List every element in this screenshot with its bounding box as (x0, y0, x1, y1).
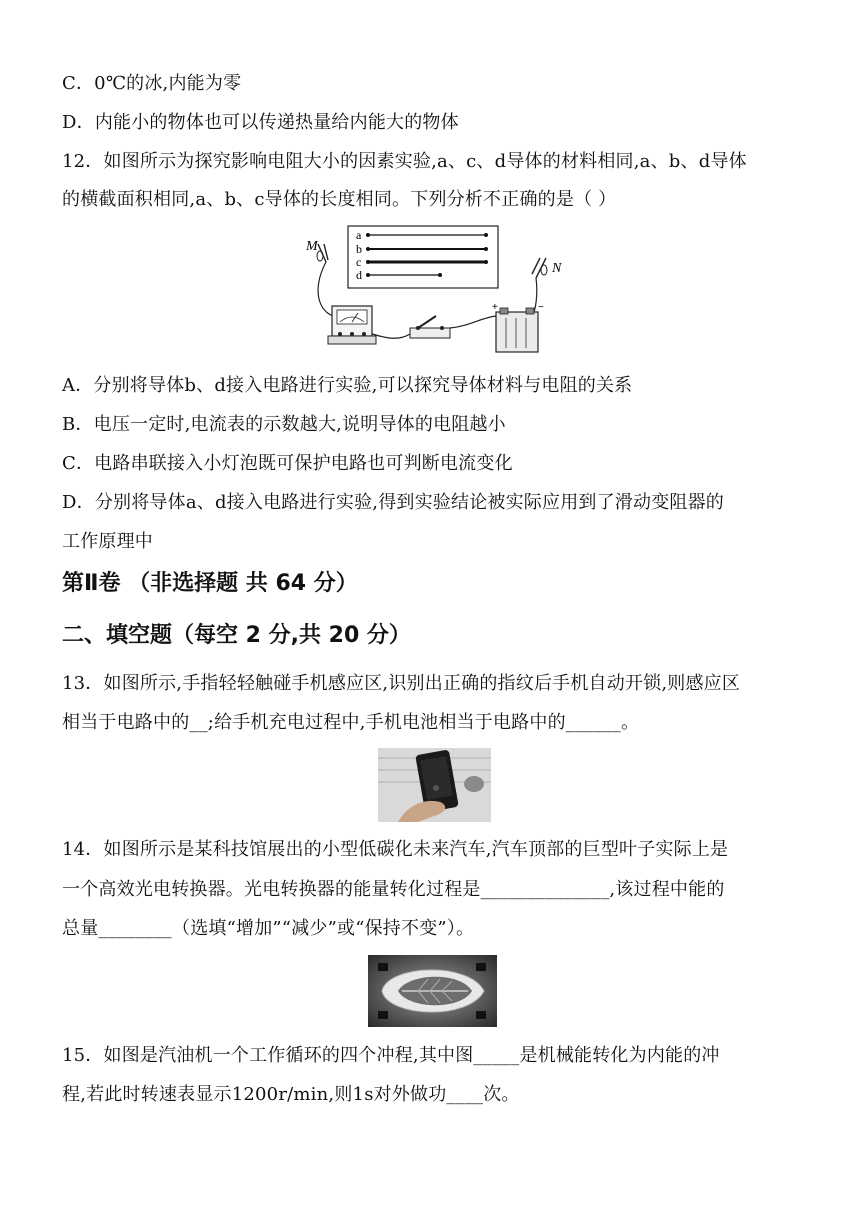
q14-line3: 总量________（选填“增加”“减少”或“保持不变”）。 (62, 918, 475, 939)
q11-option-c: C．0℃的冰,内能为零 (62, 73, 242, 94)
svg-text:−: − (538, 302, 544, 313)
q13-line2: 相当于电路中的__;给手机充电过程中,手机电池相当于电路中的______。 (62, 712, 640, 733)
clip-label-n: N (552, 261, 562, 276)
wire-label-d: d (356, 268, 362, 282)
q12-stem-line2: 的横截面积相同,a、b、c导体的长度相同。下列分析不正确的是（ ） (62, 189, 617, 210)
part-title: 二、填空题（每空 2 分,共 20 分） (62, 623, 411, 648)
leaf-car-photo (368, 955, 497, 1027)
phone-fingerprint-photo (378, 748, 491, 822)
section-title: 第Ⅱ卷 （非选择题 共 64 分） (62, 571, 358, 596)
q12-option-d-line2: 工作原理中 (62, 531, 153, 552)
q13-line1: 13．如图所示,手指轻轻触碰手机感应区,识别出正确的指纹后手机自动开锁,则感应区 (62, 673, 741, 694)
q11-option-d: D．内能小的物体也可以传递热量给内能大的物体 (62, 112, 459, 133)
q12-option-c: C．电路串联接入小灯泡既可保护电路也可判断电流变化 (62, 453, 513, 474)
clip-label-m: M (306, 239, 318, 254)
svg-text:+: + (492, 302, 498, 313)
q12-option-b: B．电压一定时,电流表的示数越大,说明导体的电阻越小 (62, 414, 506, 435)
q12-option-a: A．分别将导体b、d接入电路进行实验,可以探究导体材料与电阻的关系 (62, 375, 633, 396)
q14-line1: 14．如图所示是某科技馆展出的小型低碳化未来汽车,汽车顶部的巨型叶子实际上是 (62, 839, 729, 860)
resistance-experiment-figure (300, 222, 560, 362)
q15-line1: 15．如图是汽油机一个工作循环的四个冲程,其中图_____是机械能转化为内能的冲 (62, 1045, 720, 1066)
q12-stem-line1: 12．如图所示为探究影响电阻大小的因素实验,a、c、d导体的材料相同,a、b、d导体 (62, 151, 747, 172)
wire-label-c: c (356, 255, 362, 269)
q15-line2: 程,若此时转速表显示1200r/min,则1s对外做功____次。 (62, 1084, 520, 1105)
q14-line2: 一个高效光电转换器。光电转换器的能量转化过程是______________,该过程中能的 (62, 879, 725, 900)
q12-option-d-line1: D．分别将导体a、d接入电路进行实验,得到实验结论被实际应用到了滑动变阻器的 (62, 492, 725, 513)
wire-label-b: b (356, 242, 362, 256)
wire-label-a: a (356, 228, 362, 242)
